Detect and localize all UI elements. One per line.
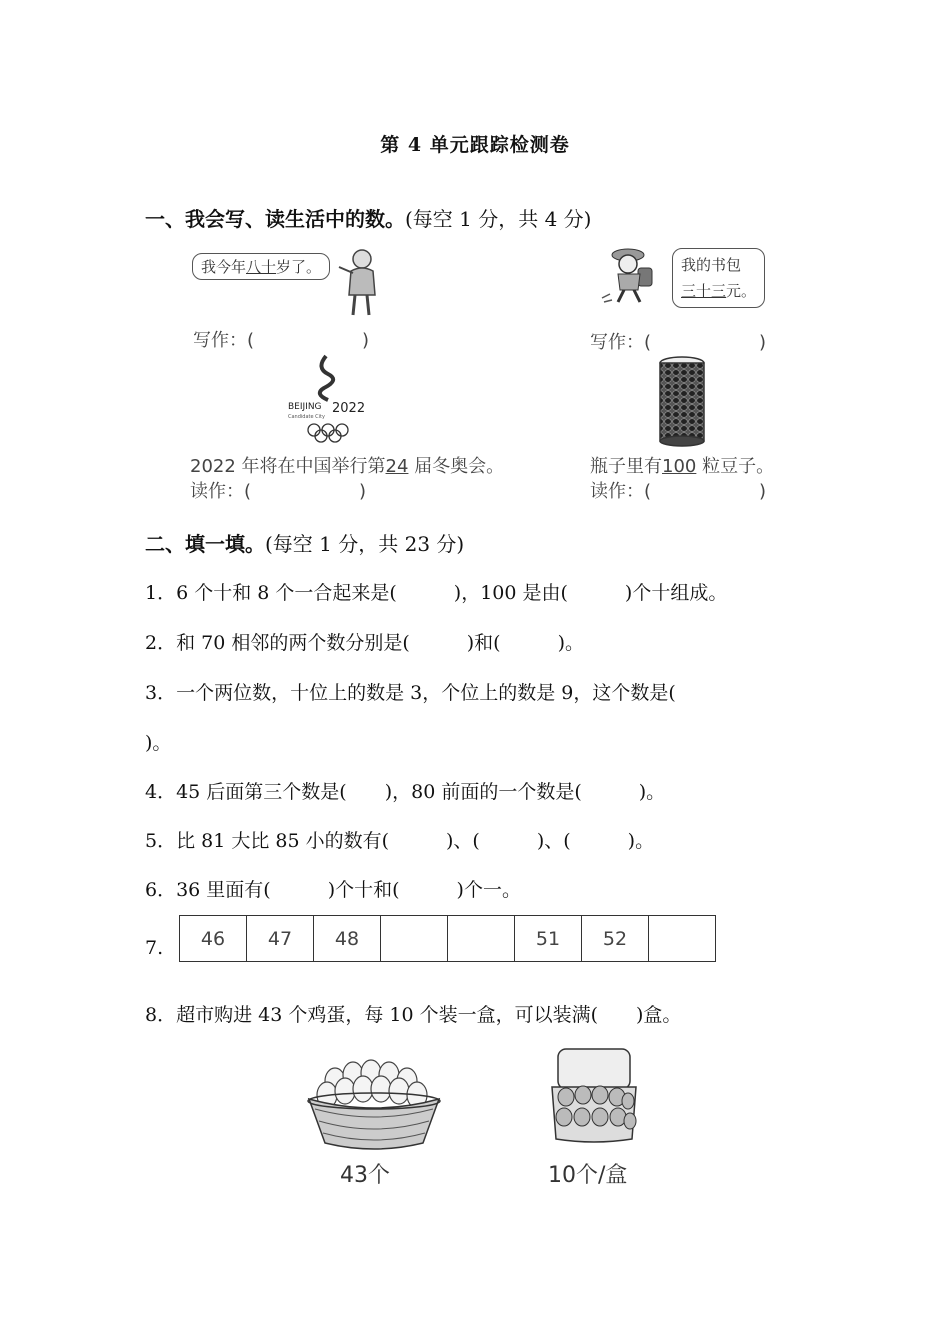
answer-write-1[interactable]: 写作：( ) <box>193 330 370 351</box>
page-title: 第 4 单元跟踪检测卷 <box>380 134 570 156</box>
answer-write-2[interactable]: 写作：( ) <box>590 332 767 353</box>
carton-caption: 10个/盒 <box>548 1163 628 1188</box>
logo-year: 2022 <box>332 401 366 416</box>
section-1-note: (每空 1 分，共 4 分) <box>405 207 592 231</box>
old-man-illustration <box>335 245 385 320</box>
sentence-text: 届冬奥会。 <box>408 456 505 477</box>
question-4[interactable]: 4．45 后面第三个数是( )，80 前面的一个数是( )。 <box>145 781 666 803</box>
section-1-title: 一、我会写、读生活中的数。 <box>145 207 405 231</box>
answer-read-2[interactable]: 读作：( ) <box>590 481 767 502</box>
sequence-cell: 52 <box>582 916 649 962</box>
section-2-title: 二、填一填。 <box>145 532 265 556</box>
speech-bubble-price <box>672 248 765 308</box>
sequence-cell: 48 <box>314 916 381 962</box>
bubble-text: 岁了。 <box>276 258 322 276</box>
question-7-label: 7. <box>145 937 164 959</box>
sequence-cell-blank[interactable] <box>448 916 515 962</box>
sentence-text: 瓶子里有 <box>590 456 662 477</box>
question-6[interactable]: 6．36 里面有( )个十和( )个一。 <box>145 879 521 901</box>
number-sequence-table <box>179 915 716 962</box>
answer-read-1[interactable]: 读作：( ) <box>190 481 367 502</box>
sentence-number: 24 <box>385 456 409 477</box>
sequence-cell-blank[interactable] <box>649 916 716 962</box>
sentence-text: 2022 年将在中国举行第 <box>190 456 386 477</box>
question-5[interactable]: 5．比 81 大比 85 小的数有( )、( )、( )。 <box>145 830 655 852</box>
bubble-text: 我的书包 <box>681 256 742 274</box>
question-3[interactable]: 3．一个两位数，十位上的数是 3，个位上的数是 9，这个数是( <box>145 682 676 704</box>
sequence-cell: 46 <box>180 916 247 962</box>
sentence-number: 100 <box>662 456 697 477</box>
beijing-2022-logo <box>288 352 378 447</box>
beans-sentence <box>590 452 774 478</box>
logo-text: BEIJING <box>288 402 322 412</box>
logo-subtext: Candidate City <box>288 414 325 420</box>
olympics-sentence <box>190 452 504 478</box>
section-2-note: (每空 1 分，共 23 分) <box>265 532 465 556</box>
bubble-text: 元。 <box>726 282 757 300</box>
sequence-cell-blank[interactable] <box>381 916 448 962</box>
student-illustration <box>600 246 665 306</box>
sequence-cell: 47 <box>247 916 314 962</box>
egg-carton-illustration <box>548 1045 640 1147</box>
question-8[interactable]: 8．超市购进 43 个鸡蛋，每 10 个装一盒，可以装满( )盒。 <box>145 1004 682 1026</box>
bubble-text: 我今年 <box>201 258 247 276</box>
bubble-number: 八十 <box>246 258 277 276</box>
section-2-heading <box>145 528 464 557</box>
bubble-number: 三十三 <box>681 282 727 300</box>
question-2[interactable]: 2．和 70 相邻的两个数分别是( )和( )。 <box>145 632 584 654</box>
sequence-cell: 51 <box>515 916 582 962</box>
section-1-heading <box>145 203 591 232</box>
question-1[interactable]: 1．6 个十和 8 个一合起来是( )，100 是由( )个十组成。 <box>145 582 728 604</box>
bean-jar-illustration <box>656 355 708 447</box>
basket-caption: 43个 <box>340 1163 390 1188</box>
question-3-continued[interactable]: )。 <box>145 732 172 754</box>
sentence-text: 粒豆子。 <box>696 456 775 477</box>
egg-basket-illustration <box>305 1055 443 1155</box>
speech-bubble-age <box>192 253 330 280</box>
